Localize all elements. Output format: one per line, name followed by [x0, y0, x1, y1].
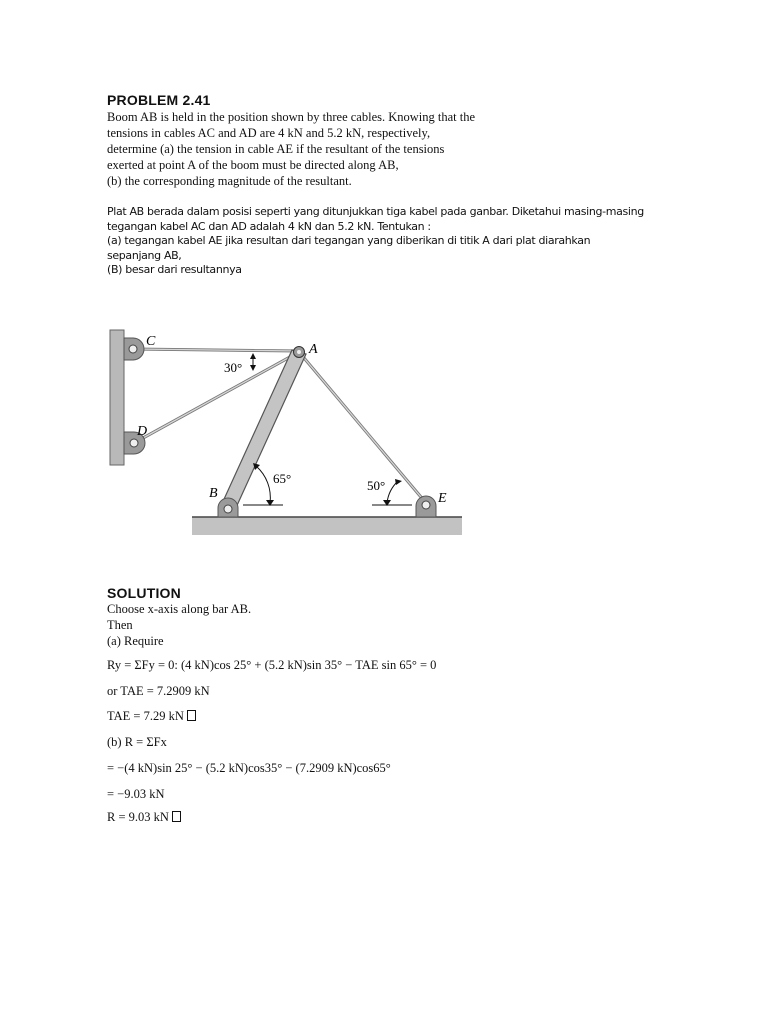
statement-line: sepanjang AB, [107, 248, 182, 262]
problem-title: PROBLEM 2.41 [107, 92, 211, 108]
answer-box-icon [187, 710, 196, 721]
label-e: E [438, 491, 447, 506]
statement-line: (B) besar dari resultannya [107, 263, 242, 276]
solution-line: Then [107, 618, 133, 632]
answer-tae-text: TAE = 7.29 kN [107, 709, 184, 723]
solution-title: SOLUTION [107, 585, 181, 601]
angle-label-30: 30° [224, 360, 243, 375]
label-d: D [137, 424, 148, 439]
solution-line: (a) Require [107, 634, 164, 648]
statement-line: tegangan kabel AC dan AD adalah 4 kN dan 5.2 kN. Tentukan : [107, 219, 431, 233]
statement-line: determine (a) the tension in cable AE if the resultant of the tensions [107, 142, 445, 156]
statement-line: Boom AB is held in the position shown by three cables. Knowing that the [107, 110, 476, 124]
answer-tae [107, 709, 196, 724]
wall [110, 330, 124, 465]
equation-tae-exact: or TAE = 7.2909 kN [107, 684, 210, 698]
angle-label-50: 50° [367, 478, 386, 493]
answer-r [107, 810, 181, 825]
equation-r-expand: = −(4 kN)sin 25° − (5.2 kN)cos35° − (7.2909 kN)cos65° [107, 761, 391, 775]
equation-ry: Ry = ΣFy = 0: (4 kN)cos 25° + (5.2 kN)sin 35° − TAE sin 65° = 0 [107, 658, 437, 672]
solution-line: Choose x-axis along bar AB. [107, 602, 252, 616]
angle-label-65: 65° [273, 471, 292, 486]
label-a: A [309, 342, 318, 357]
statement-line: Plat AB berada dalam posisi seperti yang ditunjukkan tiga kabel pada ganbar. Diketahui masing-masing [107, 205, 644, 218]
statement-line: (b) the corresponding magnitude of the resultant. [107, 174, 352, 188]
solution-intro [107, 601, 251, 649]
label-b: B [209, 486, 218, 501]
answer-box-icon [172, 811, 181, 822]
statement-line: exerted at point A of the boom must be directed along AB, [107, 158, 399, 172]
equation-r-sum: (b) R = ΣFx [107, 735, 167, 749]
equation-r-value: = −9.03 kN [107, 787, 165, 801]
angle-65-arc [256, 466, 270, 503]
ground [192, 517, 462, 535]
answer-r-text: R = 9.03 kN [107, 810, 169, 824]
statement-line: (a) tegangan kabel AE jika resultan dari tegangan yang diberikan di titik A dari plat diarahkan [107, 234, 591, 247]
statement-line: tensions in cables AC and AD are 4 kN and 5.2 kN, respectively, [107, 126, 431, 140]
label-c: C [146, 334, 156, 349]
